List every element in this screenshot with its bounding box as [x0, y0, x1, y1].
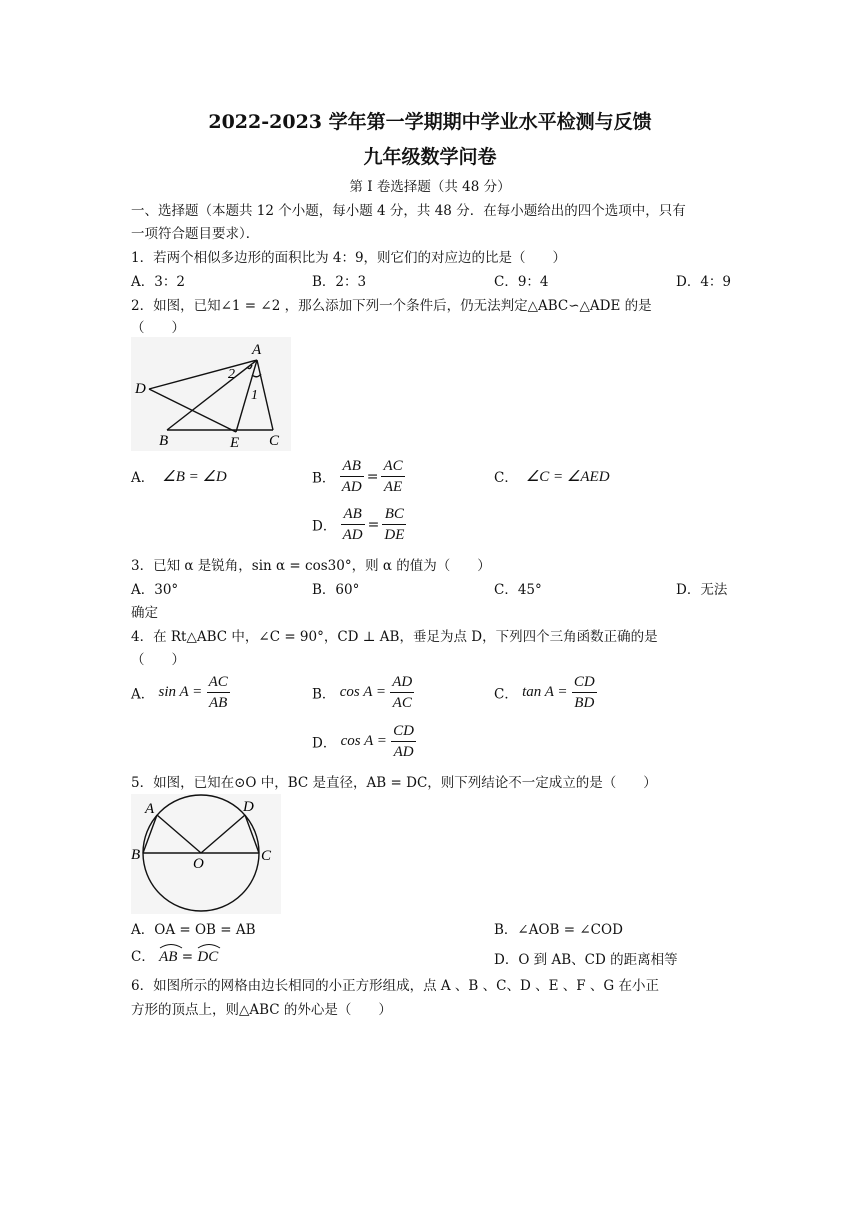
q4-b-fn: cos A = — [339, 684, 386, 700]
q2-angle-1: 1 — [251, 388, 258, 403]
q2-b-den2: AE — [383, 479, 403, 495]
q2-option-b: B． $\frac{AB}{AD}$ = $\frac{AC}{AE}$ — [312, 458, 403, 495]
instructions-line-1: 一、选择题（本题共 12 个小题，每小题 4 分，共 48 分．在每小题给出的四个选项中，只有 — [131, 203, 686, 219]
q2-stem: 2．如图，已知∠1 = ∠2 ，那么添加下列一个条件后，仍无法判定△ABC∽△ADE 的是 — [131, 298, 652, 314]
q4-c-label: C． — [494, 686, 518, 703]
q1-stem: 1．若两个相似多边形的面积比为 4：9，则它们的对应边的比是（ ） — [131, 250, 567, 266]
q5-c-arc-2-text: DC — [197, 949, 219, 965]
q4-option-a — [131, 672, 230, 713]
exam-subtitle: 九年级数学问卷 — [363, 146, 497, 168]
q4-b-num: AD — [390, 672, 414, 693]
q4-c-fn: tan A = — [522, 684, 568, 700]
q4-a-label: A． — [131, 686, 155, 703]
q2-b-num1: AB — [340, 456, 364, 477]
q2-label-A: A — [252, 342, 262, 358]
q4-b-label: B． — [312, 686, 336, 703]
q2-option-b-label: B． — [312, 470, 336, 487]
q2-option-d-label: D． — [312, 518, 337, 535]
q2-option-a — [131, 466, 227, 486]
q4-stem: 4．在 Rt△ABC 中，∠C = 90°，CD ⊥ AB，垂足为点 D，下列四个三角函数正确的是 — [131, 629, 658, 645]
q4-a-den: AB — [209, 695, 228, 711]
q3-stem: 3．已知 α 是锐角，sin α = cos30°，则 α 的值为（ ） — [131, 558, 491, 574]
q5-c-label: C． — [131, 949, 155, 965]
q2-label-B: B — [159, 433, 169, 449]
q2-b-den1: AD — [341, 479, 362, 495]
q3-option-d-wrap: 确定 — [131, 605, 158, 621]
q4-paren: （ ） — [131, 652, 185, 668]
q4-c-den: BD — [574, 695, 595, 711]
q2-label-E: E — [230, 435, 240, 451]
q5-option-c — [131, 945, 218, 966]
instructions-line-2: 一项符合题目要求）． — [131, 226, 260, 242]
q2-label-D: D — [135, 381, 146, 397]
q5-circle-figure — [131, 794, 281, 914]
q1-option-c: C．9：4 — [494, 274, 549, 290]
q5-option-a: A．OA = OB = AB — [131, 922, 256, 938]
q2-angle-2: 2 — [228, 367, 235, 382]
q5-c-eq: = — [181, 949, 194, 965]
section-heading: 第 I 卷选择题（共 48 分） — [349, 179, 511, 195]
q2-d-den2: DE — [384, 527, 405, 543]
q5-c-arc-1 — [159, 945, 177, 966]
q5-option-b: B．∠AOB = ∠COD — [494, 922, 623, 938]
q2-d-den1: AD — [342, 527, 363, 543]
q4-option-c — [494, 672, 597, 713]
q5-label-C: C — [261, 848, 272, 864]
q3-option-b: B．60° — [312, 582, 360, 598]
q3-option-c: C．45° — [494, 582, 542, 598]
arc-symbol-icon — [159, 943, 183, 949]
q5-option-d: D．O 到 AB、CD 的距离相等 — [494, 952, 678, 968]
q6-stem-line-1: 6．如图所示的网格由边长相同的小正方形组成，点 A 、B 、C、D 、E 、F 、G 在小正 — [131, 978, 659, 994]
q5-c-arc-2 — [197, 945, 218, 966]
q1-option-a: A．3：2 — [131, 274, 185, 290]
q5-label-B: B — [131, 847, 141, 863]
q2-option-a-label: A． — [131, 470, 155, 486]
q2-d-num2: BC — [382, 504, 406, 525]
q1-option-b: B．2：3 — [312, 274, 367, 290]
q2-label-C: C — [269, 433, 280, 449]
q2-option-a-text: ∠B = ∠D — [162, 468, 227, 485]
arc-symbol-icon — [197, 943, 221, 949]
q2-option-c-text: ∠C = ∠AED — [525, 468, 610, 485]
q4-option-d — [312, 721, 416, 762]
q4-a-fn: sin A = — [158, 684, 203, 700]
q4-d-den: AD — [393, 744, 414, 760]
q4-d-label: D． — [312, 735, 337, 752]
q2-b-num2: AC — [381, 456, 404, 477]
q1-option-d: D．4：9 — [676, 274, 732, 290]
q2-option-d: D． $\frac{AB}{AD}$ = $\frac{BC}{DE}$ — [312, 506, 405, 543]
q5-label-O: O — [193, 856, 204, 872]
q5-stem: 5．如图，已知在⊙O 中，BC 是直径，AB = DC，则下列结论不一定成立的是（ ） — [131, 775, 657, 791]
q3-option-a: A．30° — [131, 582, 179, 598]
exam-title: 2022-2023 学年第一学期期中学业水平检测与反馈 — [208, 111, 652, 133]
q5-label-A: A — [145, 801, 155, 817]
q2-option-c-label: C． — [494, 470, 518, 486]
q2-paren: （ ） — [131, 320, 185, 336]
q2-d-num1: AB — [341, 504, 365, 525]
q6-stem-line-2: 方形的顶点上，则△ABC 的外心是（ ） — [131, 1002, 392, 1018]
q5-c-arc-1-text: AB — [159, 949, 178, 965]
q4-c-num: CD — [572, 672, 597, 693]
q3-option-d: D．无法 — [676, 582, 728, 598]
q4-d-fn: cos A = — [340, 733, 387, 749]
q4-b-den: AC — [392, 695, 412, 711]
q2-option-c — [494, 466, 610, 486]
q5-label-D: D — [243, 799, 254, 815]
q4-d-num: CD — [391, 721, 416, 742]
q2-triangle-figure — [131, 337, 291, 451]
q4-option-b — [312, 672, 414, 713]
q4-a-num: AC — [207, 672, 230, 693]
